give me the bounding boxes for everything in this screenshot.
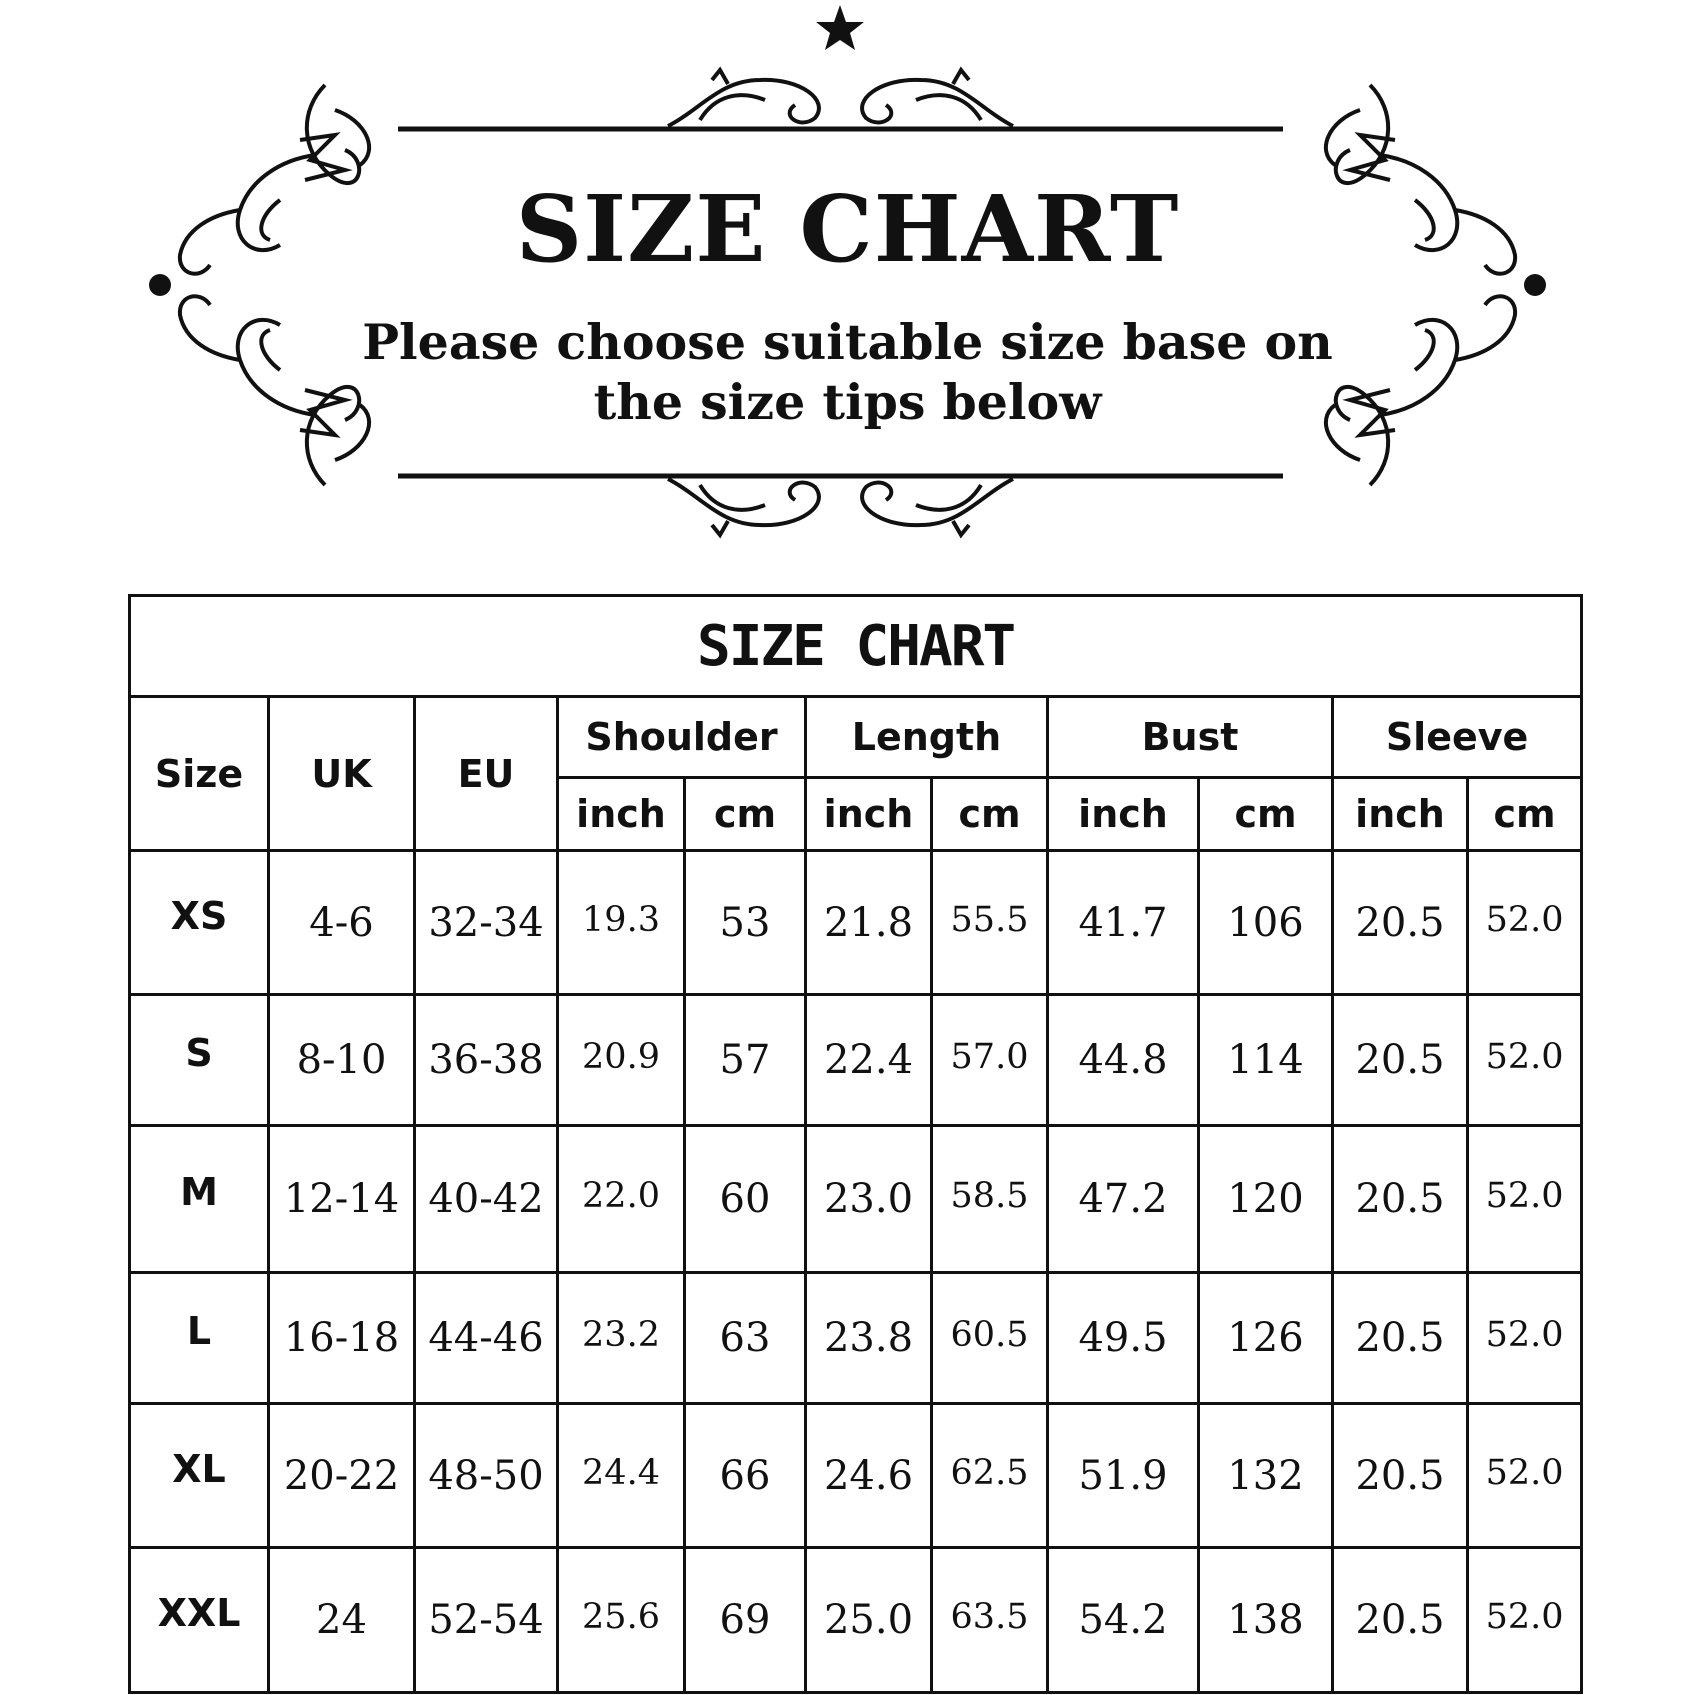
bust-inch-cell: 51.9: [1048, 1404, 1199, 1548]
table-caption: SIZE CHART: [130, 596, 1582, 697]
bust-inch-cell: 44.8: [1048, 995, 1199, 1126]
header-bust-cm: cm: [1199, 778, 1333, 851]
uk-cell: 16-18: [269, 1273, 415, 1404]
dot-icon: [149, 274, 171, 296]
shoulder-cm-cell: 66: [685, 1404, 806, 1548]
shoulder-inch-cell: 25.6: [558, 1548, 685, 1693]
sleeve-cm-cell: 52.0: [1468, 1404, 1582, 1548]
shoulder-inch-cell: 22.0: [558, 1126, 685, 1273]
header-sleeve: Sleeve: [1333, 697, 1582, 778]
table-row: [130, 1404, 1582, 1548]
header: [0, 0, 1695, 560]
sleeve-inch-cell: 20.5: [1333, 1548, 1468, 1693]
length-cm-cell: 55.5: [932, 851, 1048, 995]
length-inch-cell: 25.0: [806, 1548, 932, 1693]
eu-cell: 44-46: [415, 1273, 558, 1404]
header-shoulder-cm: cm: [685, 778, 806, 851]
page-title: SIZE CHART: [515, 175, 1180, 283]
header-sleeve-inch: inch: [1333, 778, 1468, 851]
shoulder-inch-cell: 24.4: [558, 1404, 685, 1548]
sleeve-cm-cell: 52.0: [1468, 1126, 1582, 1273]
length-inch-cell: 23.0: [806, 1126, 932, 1273]
header-shoulder-inch: inch: [558, 778, 685, 851]
size-cell: XXL: [130, 1548, 269, 1693]
shoulder-cm-cell: 57: [685, 995, 806, 1126]
header-eu: EU: [415, 697, 558, 851]
star-icon: [816, 5, 864, 50]
table-row: [130, 1273, 1582, 1404]
header-size: Size: [130, 697, 269, 851]
size-cell: L: [130, 1273, 269, 1404]
bust-cm-cell: 126: [1199, 1273, 1333, 1404]
header-bust-inch: inch: [1048, 778, 1199, 851]
sleeve-inch-cell: 20.5: [1333, 1126, 1468, 1273]
length-cm-cell: 57.0: [932, 995, 1048, 1126]
sleeve-inch-cell: 20.5: [1333, 1273, 1468, 1404]
size-table-container: [128, 594, 1583, 1694]
table-row: [130, 1548, 1582, 1693]
bust-cm-cell: 120: [1199, 1126, 1333, 1273]
length-cm-cell: 63.5: [932, 1548, 1048, 1693]
subtitle-line-2: the size tips below: [593, 373, 1102, 431]
table-row: [130, 1126, 1582, 1273]
eu-cell: 40-42: [415, 1126, 558, 1273]
shoulder-inch-cell: 20.9: [558, 995, 685, 1126]
uk-cell: 24: [269, 1548, 415, 1693]
bust-cm-cell: 106: [1199, 851, 1333, 995]
uk-cell: 20-22: [269, 1404, 415, 1548]
page-subtitle: [0, 312, 1695, 432]
header-uk: UK: [269, 697, 415, 851]
size-cell: M: [130, 1126, 269, 1273]
header-bust: Bust: [1048, 697, 1333, 778]
bust-cm-cell: 132: [1199, 1404, 1333, 1548]
bust-inch-cell: 47.2: [1048, 1126, 1199, 1273]
sleeve-cm-cell: 52.0: [1468, 1548, 1582, 1693]
shoulder-cm-cell: 60: [685, 1126, 806, 1273]
header-shoulder: Shoulder: [558, 697, 806, 778]
size-cell: XS: [130, 851, 269, 995]
subtitle-line-1: Please choose suitable size base on: [362, 313, 1333, 371]
table-row: [130, 995, 1582, 1126]
eu-cell: 32-34: [415, 851, 558, 995]
uk-cell: 8-10: [269, 995, 415, 1126]
header-length-inch: inch: [806, 778, 932, 851]
length-inch-cell: 23.8: [806, 1273, 932, 1404]
sleeve-inch-cell: 20.5: [1333, 851, 1468, 995]
bust-cm-cell: 114: [1199, 995, 1333, 1126]
length-cm-cell: 58.5: [932, 1126, 1048, 1273]
sleeve-cm-cell: 52.0: [1468, 995, 1582, 1126]
eu-cell: 36-38: [415, 995, 558, 1126]
top-flourish-icon: [668, 70, 1013, 126]
uk-cell: 4-6: [269, 851, 415, 995]
size-cell: S: [130, 995, 269, 1126]
bust-inch-cell: 54.2: [1048, 1548, 1199, 1693]
length-inch-cell: 21.8: [806, 851, 932, 995]
size-cell: XL: [130, 1404, 269, 1548]
length-cm-cell: 62.5: [932, 1404, 1048, 1548]
shoulder-inch-cell: 23.2: [558, 1273, 685, 1404]
length-inch-cell: 24.6: [806, 1404, 932, 1548]
bust-inch-cell: 41.7: [1048, 851, 1199, 995]
eu-cell: 52-54: [415, 1548, 558, 1693]
bust-inch-cell: 49.5: [1048, 1273, 1199, 1404]
size-table: [128, 594, 1583, 1694]
length-cm-cell: 60.5: [932, 1273, 1048, 1404]
length-inch-cell: 22.4: [806, 995, 932, 1126]
header-sleeve-cm: cm: [1468, 778, 1582, 851]
shoulder-cm-cell: 69: [685, 1548, 806, 1693]
sleeve-inch-cell: 20.5: [1333, 995, 1468, 1126]
shoulder-cm-cell: 53: [685, 851, 806, 995]
dot-icon: [1524, 274, 1546, 296]
bottom-flourish-icon: [668, 479, 1013, 535]
sleeve-inch-cell: 20.5: [1333, 1404, 1468, 1548]
sleeve-cm-cell: 52.0: [1468, 851, 1582, 995]
header-length-cm: cm: [932, 778, 1048, 851]
bust-cm-cell: 138: [1199, 1548, 1333, 1693]
header-length: Length: [806, 697, 1048, 778]
shoulder-cm-cell: 63: [685, 1273, 806, 1404]
table-row: [130, 851, 1582, 995]
shoulder-inch-cell: 19.3: [558, 851, 685, 995]
table-body: [130, 851, 1582, 1693]
eu-cell: 48-50: [415, 1404, 558, 1548]
uk-cell: 12-14: [269, 1126, 415, 1273]
sleeve-cm-cell: 52.0: [1468, 1273, 1582, 1404]
